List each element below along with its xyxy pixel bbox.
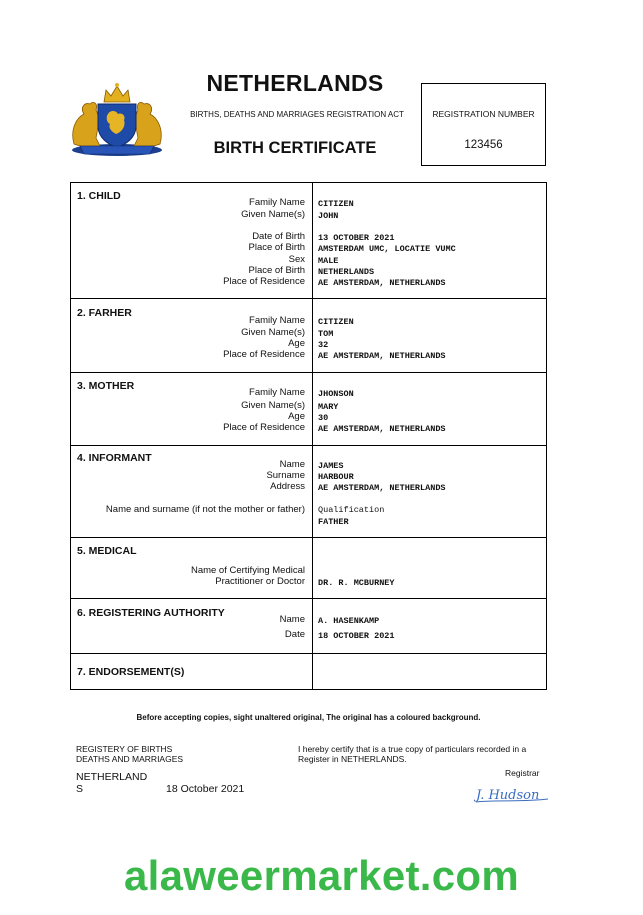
field-label: Place of Birth (248, 265, 305, 276)
section-registering-authority (71, 599, 546, 654)
watermark-text: alaweermarket.com (124, 852, 519, 899)
section-father (71, 299, 546, 373)
field-value: AE AMSTERDAM, NETHERLANDS (318, 483, 446, 493)
field-label: Name (279, 614, 305, 625)
field-value: CITIZEN (318, 317, 354, 327)
field-value: JOHN (318, 211, 339, 221)
field-value: A. HASENKAMP (318, 616, 380, 626)
registration-number-box (421, 83, 546, 166)
section-heading: 5. MEDICAL (77, 545, 137, 557)
field-label: Given Name(s) (241, 400, 305, 411)
field-value: 18 OCTOBER 2021 (318, 631, 395, 641)
section-heading: 4. INFORMANT (77, 452, 152, 464)
field-label: Family Name (249, 387, 305, 398)
place-block (76, 771, 147, 795)
registry-line1: REGISTERY OF BIRTHS (76, 744, 173, 754)
field-value: HARBOUR (318, 472, 354, 482)
field-label: Family Name (249, 315, 305, 326)
field-value: NETHERLANDS (318, 267, 375, 277)
place-line1: NETHERLAND (76, 771, 148, 783)
field-value: JAMES (318, 461, 344, 471)
certify-line1: I hereby certify that is a true copy of particulars recorded in a (298, 744, 527, 754)
field-label: Family Name (249, 197, 305, 208)
field-label: Age (288, 411, 305, 422)
field-value: AE AMSTERDAM, NETHERLANDS (318, 424, 446, 434)
field-value: 13 OCTOBER 2021 (318, 233, 395, 243)
field-value: AMSTERDAM UMC, LOCATIE VUMC (318, 244, 456, 254)
certify-line2: Register in NETHERLANDS. (298, 754, 407, 764)
section-heading: 3. MOTHER (77, 380, 135, 392)
relation-label: Name and surname (if not the mother or father) (105, 504, 305, 515)
field-value: AE AMSTERDAM, NETHERLANDS (318, 351, 446, 361)
certify-block (298, 744, 548, 764)
section-heading: 2. FARHER (77, 307, 132, 319)
qualification-value: FATHER (318, 517, 349, 527)
field-label: Date of Birth (252, 231, 305, 242)
signature-text: J. Hudson (476, 788, 540, 803)
field-label: Sex (288, 254, 305, 265)
field-value: AE AMSTERDAM, NETHERLANDS (318, 278, 446, 288)
section-heading: 7. ENDORSEMENT(S) (77, 666, 185, 678)
registration-number-value: 123456 (464, 139, 503, 151)
registrar-label: Registrar (505, 768, 540, 778)
certificate-table (70, 182, 547, 690)
medical-label-line1: Name of Certifying Medical (190, 565, 305, 576)
field-label: Place of Birth (248, 242, 305, 253)
registration-act: BIRTHS, DEATHS AND MARRIAGES REGISTRATION ACT (190, 110, 404, 119)
coat-of-arms-icon (66, 80, 168, 158)
issue-date: 18 October 2021 (166, 783, 245, 795)
qualification-label: Qualification (318, 505, 385, 515)
registrar-signature (472, 783, 552, 805)
section-mother (71, 373, 546, 446)
section-heading: 6. REGISTERING AUTHORITY (77, 607, 225, 619)
registration-number-label: REGISTRATION NUMBER (432, 109, 535, 119)
medical-label-line2: Practitioner or Doctor (215, 576, 305, 587)
field-label: Place of Residence (223, 349, 305, 360)
field-label: Place of Residence (223, 276, 305, 287)
section-informant (71, 446, 546, 538)
field-label: Date (284, 629, 305, 640)
field-value: 30 (318, 413, 329, 423)
document-title: BIRTH CERTIFICATE (213, 139, 377, 157)
place-line2: S (76, 783, 84, 795)
field-label: Name (279, 459, 305, 470)
field-value: JHONSON (318, 389, 354, 399)
field-value: TOM (318, 329, 334, 339)
field-label: Address (270, 481, 305, 492)
registry-block (76, 744, 183, 764)
section-heading: 1. CHILD (77, 190, 121, 202)
field-label: Given Name(s) (241, 327, 305, 338)
section-child (71, 183, 546, 299)
field-value: MALE (318, 256, 339, 266)
field-value: MARY (318, 402, 339, 412)
section-medical (71, 538, 546, 599)
field-label: Given Name(s) (241, 209, 305, 220)
field-value: CITIZEN (318, 199, 354, 209)
medical-practitioner-value: DR. R. MCBURNEY (318, 578, 395, 588)
field-value: 32 (318, 340, 329, 350)
field-label: Surname (266, 470, 305, 481)
field-label: Age (288, 338, 305, 349)
section-endorsements (71, 654, 546, 690)
registry-line2: DEATHS AND MARRIAGES (76, 754, 184, 764)
country-title: NETHERLANDS (206, 70, 384, 96)
copy-notice: Before accepting copies, sight unaltered original, The original has a coloured background. (136, 713, 481, 722)
field-label: Place of Residence (223, 422, 305, 433)
